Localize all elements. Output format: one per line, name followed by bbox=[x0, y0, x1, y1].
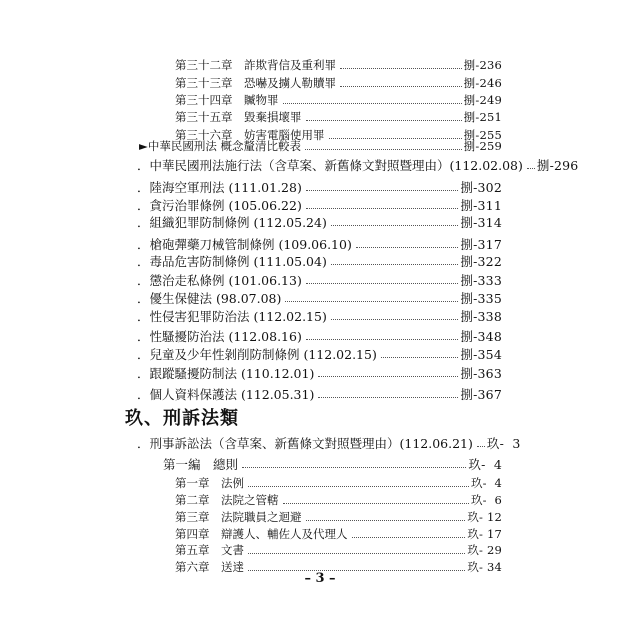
dot-leader bbox=[285, 301, 458, 302]
toc-entry-title: ．中華民國刑法施行法（含草案、新舊條文對照暨理由）(112.02.08) bbox=[137, 158, 523, 173]
toc-entry[interactable] bbox=[137, 364, 502, 381]
toc-entry-page: 捌-251 bbox=[463, 110, 502, 124]
dot-leader bbox=[306, 339, 459, 340]
toc-entry[interactable] bbox=[175, 525, 502, 542]
toc-entry-page: 捌-338 bbox=[460, 309, 502, 324]
toc-entry[interactable] bbox=[175, 108, 502, 125]
toc-entry-page: 玖- 6 bbox=[470, 493, 502, 507]
toc-entry-page: 玖- 4 bbox=[470, 476, 502, 490]
toc-entry-page: 玖- 29 bbox=[467, 543, 502, 557]
toc-entry-title: 第三章 法院職員之迴避 bbox=[175, 510, 302, 524]
dot-leader bbox=[356, 247, 459, 248]
toc-entry-title: ．槍砲彈藥刀械管制條例 (109.06.10) bbox=[137, 237, 352, 252]
toc-entry[interactable] bbox=[175, 56, 502, 73]
toc-entry-title: 第二章 法院之管轄 bbox=[175, 493, 279, 507]
toc-entry-title: ．刑事訴訟法（含草案、新舊條文對照暨理由）(112.06.21) bbox=[137, 436, 473, 451]
toc-entry-page: 捌-236 bbox=[463, 58, 502, 72]
toc-entry-page: 捌-302 bbox=[460, 180, 502, 195]
toc-entry-title: ．性騷擾防治法 (112.08.16) bbox=[137, 329, 302, 344]
toc-entry[interactable] bbox=[137, 178, 502, 195]
toc-entry-title: ．貪污治罪條例 (105.06.22) bbox=[137, 198, 302, 213]
toc-entry[interactable] bbox=[137, 289, 502, 306]
toc-entry-page: 玖- 3 bbox=[486, 436, 521, 451]
dot-leader bbox=[318, 376, 458, 377]
toc-entry-page: 捌-348 bbox=[460, 329, 502, 344]
toc-entry-page: 捌-314 bbox=[460, 215, 502, 230]
toc-entry-title: ．個人資料保護法 (112.05.31) bbox=[137, 387, 315, 402]
toc-entry[interactable] bbox=[137, 307, 502, 324]
toc-entry-title: 第三十三章 恐嚇及擄人勒贖罪 bbox=[175, 76, 336, 90]
toc-entry-page: 捌-246 bbox=[463, 76, 502, 90]
toc-entry-title: 第四章 辯護人、輔佐人及代理人 bbox=[175, 527, 348, 541]
dot-leader bbox=[283, 103, 462, 104]
dot-leader bbox=[527, 168, 535, 169]
toc-entry-title: 第三十二章 詐欺背信及重利罪 bbox=[175, 58, 336, 72]
toc-entry-page: 玖- 12 bbox=[467, 510, 502, 524]
dot-leader bbox=[305, 149, 462, 150]
toc-entry[interactable] bbox=[175, 508, 502, 525]
toc-entry-title: ．跟蹤騷擾防制法 (110.12.01) bbox=[137, 366, 315, 381]
toc-entry-title: ．陸海空軍刑法 (111.01.28) bbox=[137, 180, 302, 195]
toc-entry-title: 第三十五章 毀棄損壞罪 bbox=[175, 110, 302, 124]
toc-entry[interactable] bbox=[137, 271, 502, 288]
toc-entry-page: 捌-367 bbox=[460, 387, 502, 402]
dot-leader bbox=[306, 120, 462, 121]
toc-entry-page: 捌-333 bbox=[460, 273, 502, 288]
toc-entry-page: 捌-322 bbox=[460, 254, 502, 269]
dot-leader bbox=[352, 537, 466, 538]
dot-leader bbox=[318, 397, 458, 398]
dot-leader bbox=[306, 208, 459, 209]
toc-entry[interactable] bbox=[137, 385, 502, 402]
toc-entry-page: 捌-363 bbox=[460, 366, 502, 381]
toc-entry[interactable] bbox=[175, 541, 502, 558]
toc-entry-page: 捌-249 bbox=[463, 93, 502, 107]
toc-entry-title: 第一編 總則 bbox=[163, 457, 239, 472]
toc-entry-title: ．懲治走私條例 (101.06.13) bbox=[137, 273, 302, 288]
toc-entry[interactable] bbox=[175, 91, 502, 108]
toc-entry-page: 捌-354 bbox=[460, 347, 502, 362]
toc-entry-title: ►中華民國刑法 概念釐清比較表 bbox=[139, 139, 301, 153]
toc-entry-page: 捌-317 bbox=[460, 237, 502, 252]
toc-entry[interactable] bbox=[137, 235, 502, 252]
toc-entry-title: 第三十四章 贓物罪 bbox=[175, 93, 279, 107]
dot-leader bbox=[306, 283, 459, 284]
toc-entry[interactable] bbox=[137, 345, 502, 362]
toc-entry[interactable] bbox=[175, 474, 502, 491]
dot-leader bbox=[248, 553, 465, 554]
page-number: – 3 – bbox=[304, 571, 336, 586]
toc-entry-title: ．毒品危害防制條例 (111.05.04) bbox=[137, 254, 327, 269]
section-heading: 玖、刑訴法類 bbox=[125, 408, 239, 429]
toc-entry-page: 捌-311 bbox=[460, 198, 502, 213]
toc-entry-title: ．組織犯罪防制條例 (112.05.24) bbox=[137, 215, 327, 230]
toc-entry-page: 玖- 34 bbox=[467, 560, 502, 574]
toc-entry-title: 第三十六章 妨害電腦使用罪 bbox=[175, 128, 325, 142]
toc-entry-title: 第一章 法例 bbox=[175, 476, 244, 490]
toc-entry-page: 玖- 4 bbox=[468, 457, 502, 472]
toc-entry-page: 捌-255 bbox=[463, 128, 502, 142]
toc-entry[interactable] bbox=[137, 156, 579, 173]
dot-leader bbox=[283, 503, 469, 504]
dot-leader bbox=[331, 225, 459, 226]
dot-leader bbox=[331, 319, 459, 320]
dot-leader bbox=[340, 86, 462, 87]
dot-leader bbox=[306, 190, 459, 191]
toc-entry[interactable] bbox=[163, 455, 502, 472]
toc-entry[interactable] bbox=[137, 196, 502, 213]
toc-entry-title: 第六章 送達 bbox=[175, 560, 244, 574]
toc-entry-page: 捌-296 bbox=[536, 158, 579, 173]
toc-entry-page: 捌-259 bbox=[463, 139, 502, 153]
dot-leader bbox=[331, 264, 459, 265]
dot-leader bbox=[242, 467, 466, 468]
toc-entry[interactable] bbox=[137, 213, 502, 230]
dot-leader bbox=[306, 520, 466, 521]
toc-entry[interactable] bbox=[137, 327, 502, 344]
toc-entry-title: 第五章 文書 bbox=[175, 543, 244, 557]
dot-leader bbox=[340, 68, 462, 69]
toc-entry-page: 捌-335 bbox=[460, 291, 502, 306]
toc-entry[interactable] bbox=[175, 74, 502, 91]
dot-leader bbox=[248, 486, 469, 487]
dot-leader bbox=[381, 357, 459, 358]
toc-entry[interactable] bbox=[139, 137, 502, 154]
toc-entry-page: 玖- 17 bbox=[467, 527, 502, 541]
toc-entry-title: ．優生保健法 (98.07.08) bbox=[137, 291, 282, 306]
toc-entry[interactable] bbox=[175, 491, 502, 508]
toc-entry[interactable] bbox=[137, 252, 502, 269]
toc-entry-title: ．兒童及少年性剝削防制條例 (112.02.15) bbox=[137, 347, 377, 362]
toc-entry[interactable] bbox=[137, 434, 521, 451]
toc-entry-title: ．性侵害犯罪防治法 (112.02.15) bbox=[137, 309, 327, 324]
dot-leader bbox=[477, 446, 485, 447]
